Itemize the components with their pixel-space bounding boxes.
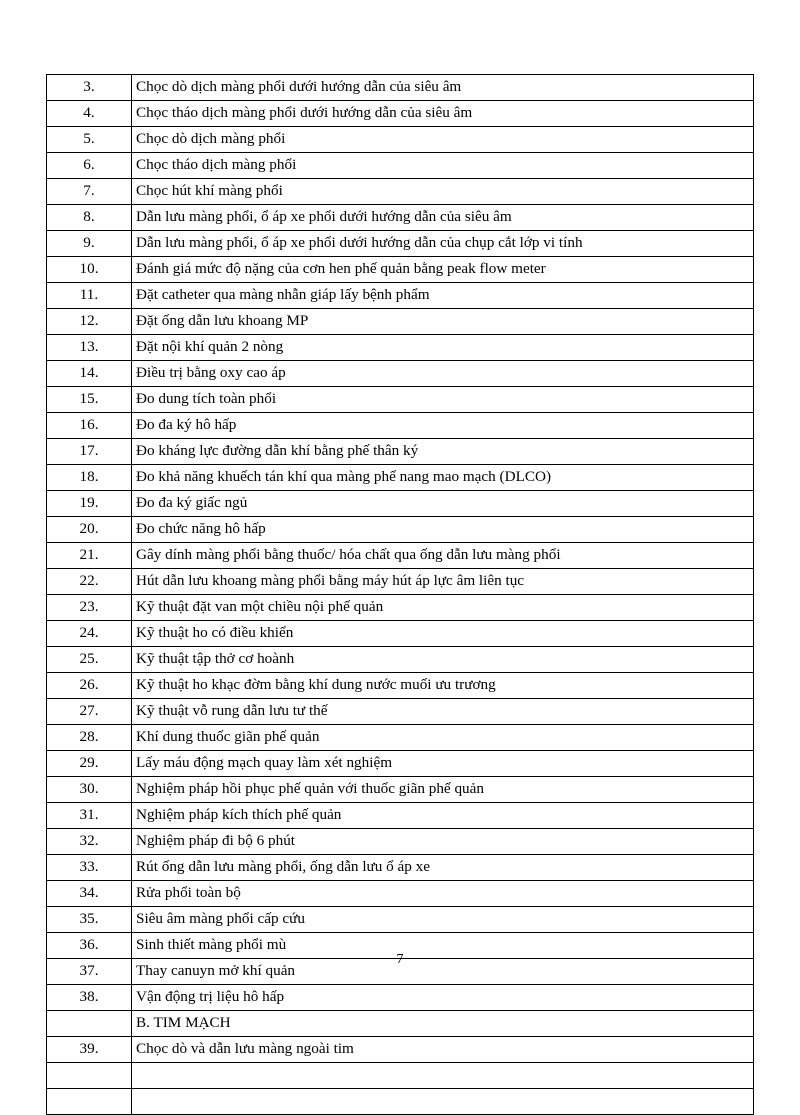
row-description: Kỹ thuật vỗ rung dẫn lưu tư thế <box>132 699 754 725</box>
table-row <box>47 491 754 517</box>
table-row <box>47 439 754 465</box>
table-row <box>47 985 754 1011</box>
row-number: 24. <box>47 621 132 647</box>
row-number: 26. <box>47 673 132 699</box>
row-number: 8. <box>47 205 132 231</box>
table-row <box>47 543 754 569</box>
table-row <box>47 101 754 127</box>
table-row <box>47 517 754 543</box>
row-number: 27. <box>47 699 132 725</box>
row-number: 37. <box>47 959 132 985</box>
row-number: 5. <box>47 127 132 153</box>
row-description: Sinh thiết màng phổi mù <box>132 933 754 959</box>
row-number: 35. <box>47 907 132 933</box>
row-description: Kỹ thuật đặt van một chiều nội phế quản <box>132 595 754 621</box>
row-description: Rửa phổi toàn bộ <box>132 881 754 907</box>
row-number: 36. <box>47 933 132 959</box>
row-description: Nghiệm pháp hồi phục phế quản với thuốc giãn phế quản <box>132 777 754 803</box>
row-number: 16. <box>47 413 132 439</box>
row-description: Đo đa ký hô hấp <box>132 413 754 439</box>
row-description: Đo kháng lực đường dẫn khí bằng phế thân ký <box>132 439 754 465</box>
table-row <box>47 621 754 647</box>
row-number: 28. <box>47 725 132 751</box>
row-description: Nghiệm pháp đi bộ 6 phút <box>132 829 754 855</box>
table-row <box>47 361 754 387</box>
table-row <box>47 387 754 413</box>
table-row <box>47 179 754 205</box>
row-description: Đặt catheter qua màng nhẫn giáp lấy bệnh phẩm <box>132 283 754 309</box>
table-row <box>47 127 754 153</box>
row-description: Rút ống dẫn lưu màng phổi, ống dẫn lưu ổ áp xe <box>132 855 754 881</box>
row-description: Nghiệm pháp kích thích phế quản <box>132 803 754 829</box>
row-number: 19. <box>47 491 132 517</box>
row-number: 3. <box>47 75 132 101</box>
table-row <box>47 751 754 777</box>
row-description: Lấy máu động mạch quay làm xét nghiệm <box>132 751 754 777</box>
table-row <box>47 855 754 881</box>
row-number: 31. <box>47 803 132 829</box>
table-row <box>47 465 754 491</box>
row-number: 30. <box>47 777 132 803</box>
table-row <box>47 673 754 699</box>
table-row <box>47 335 754 361</box>
row-number: 4. <box>47 101 132 127</box>
row-description: Đo chức năng hô hấp <box>132 517 754 543</box>
row-number: 32. <box>47 829 132 855</box>
row-number: 38. <box>47 985 132 1011</box>
row-description: Đánh giá mức độ nặng của cơn hen phế quản bằng peak flow meter <box>132 257 754 283</box>
table-row <box>47 231 754 257</box>
row-number: 14. <box>47 361 132 387</box>
row-description: Đo đa ký giấc ngủ <box>132 491 754 517</box>
table-row <box>47 205 754 231</box>
row-number: 11. <box>47 283 132 309</box>
row-description: Đặt nội khí quản 2 nòng <box>132 335 754 361</box>
table-row <box>47 699 754 725</box>
table-row-section-heading <box>47 1063 754 1089</box>
row-number: 29. <box>47 751 132 777</box>
row-number: 17. <box>47 439 132 465</box>
row-description: Kỹ thuật tập thở cơ hoành <box>132 647 754 673</box>
table-row <box>47 413 754 439</box>
row-description: Khí dung thuốc giãn phế quản <box>132 725 754 751</box>
row-description: Dẫn lưu màng phổi, ổ áp xe phổi dưới hướng dẫn của siêu âm <box>132 205 754 231</box>
row-number: 10. <box>47 257 132 283</box>
row-number <box>47 1011 132 1037</box>
table-row <box>47 153 754 179</box>
table-row <box>47 283 754 309</box>
row-description: Dẫn lưu màng phổi, ổ áp xe phổi dưới hướng dẫn của chụp cắt lớp vi tính <box>132 231 754 257</box>
table-row <box>47 725 754 751</box>
row-description: Chọc dò dịch màng phổi dưới hướng dẫn của siêu âm <box>132 75 754 101</box>
row-description: Chọc dò dịch màng phổi <box>132 127 754 153</box>
row-number: 15. <box>47 387 132 413</box>
table-row <box>47 1011 754 1037</box>
row-number: 23. <box>47 595 132 621</box>
row-description: Chọc dò và dẫn lưu màng ngoài tim <box>132 1037 754 1063</box>
row-description: Đo dung tích toàn phổi <box>132 387 754 413</box>
page-number: 7 <box>396 952 404 967</box>
row-description: Vận động trị liệu hô hấp <box>132 985 754 1011</box>
table-row <box>47 257 754 283</box>
table-row <box>47 647 754 673</box>
row-description: Siêu âm màng phổi cấp cứu <box>132 907 754 933</box>
row-number: 12. <box>47 309 132 335</box>
table-row <box>47 777 754 803</box>
row-description: Thay canuyn mở khí quản <box>132 959 754 985</box>
row-description: Điều trị bằng oxy cao áp <box>132 361 754 387</box>
row-description: Hút dẫn lưu khoang màng phổi bằng máy hút áp lực âm liên tục <box>132 569 754 595</box>
table-row <box>47 595 754 621</box>
row-number: 13. <box>47 335 132 361</box>
row-number: 25. <box>47 647 132 673</box>
row-description: Kỹ thuật ho có điều khiển <box>132 621 754 647</box>
table-row <box>47 75 754 101</box>
table-row <box>47 309 754 335</box>
row-number: 6. <box>47 153 132 179</box>
table-row <box>47 803 754 829</box>
section-heading <box>132 1063 754 1089</box>
row-description: Kỹ thuật ho khạc đờm bằng khí dung nước muối ưu trương <box>132 673 754 699</box>
row-description: Chọc tháo dịch màng phổi <box>132 153 754 179</box>
row-description <box>132 1089 754 1115</box>
row-number: 39. <box>47 1037 132 1063</box>
row-number <box>47 1089 132 1115</box>
row-description: Chọc hút khí màng phổi <box>132 179 754 205</box>
table-row <box>47 569 754 595</box>
row-number <box>47 1063 132 1089</box>
table-row <box>47 1089 754 1115</box>
row-description: Chọc tháo dịch màng phổi dưới hướng dẫn của siêu âm <box>132 101 754 127</box>
row-number: 18. <box>47 465 132 491</box>
row-number: 34. <box>47 881 132 907</box>
table-row <box>47 829 754 855</box>
row-number: 7. <box>47 179 132 205</box>
table-row <box>47 907 754 933</box>
row-number: 9. <box>47 231 132 257</box>
row-number: 33. <box>47 855 132 881</box>
row-description: Gây dính màng phổi bằng thuốc/ hóa chất qua ống dẫn lưu màng phổi <box>132 543 754 569</box>
row-number: 22. <box>47 569 132 595</box>
table-row <box>47 881 754 907</box>
row-description: B. TIM MẠCH <box>132 1011 754 1037</box>
row-number: 21. <box>47 543 132 569</box>
row-description: Đặt ống dẫn lưu khoang MP <box>132 309 754 335</box>
row-number: 20. <box>47 517 132 543</box>
row-description: Đo khả năng khuếch tán khí qua màng phế nang mao mạch (DLCO) <box>132 465 754 491</box>
table-row <box>47 1037 754 1063</box>
